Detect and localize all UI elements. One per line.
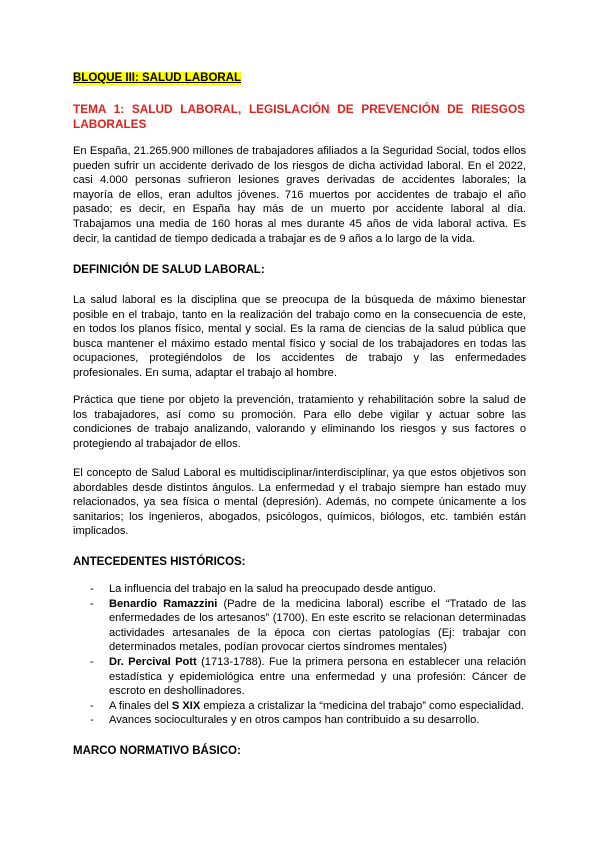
list-item <box>73 597 526 655</box>
list-dash: - <box>90 699 94 712</box>
definicion-paragraph-1: La salud laboral es la disciplina que se preocupa de la búsqueda de máximo bienestar posible en el trabajo, tanto en la realización del trabajo como en la consecuencia de este, en todos los planos físico, mental y social. Es la rama de ciencias de la salud pública que busca mantener el máximo estado mental físico y social de los trabajadores en todas las ocupaciones, protegiéndolos de los accidentes de trabajo y las enfermedades profesionales. En suma, adaptar el trabajo al hombre. <box>73 294 526 379</box>
definicion-paragraph-2: Práctica que tiene por objeto la prevención, tratamiento y rehabilitación sobre la salud de los trabajadores, así como su promoción. Para ello debe vigilar y actuar sobre las condiciones de trabajo analizando, valorando y eliminando los riesgos y sus factores o protegiendo al trabajador de ellos. <box>73 394 526 450</box>
list-item-text: (Padre de la medicina laboral) escribe el “Tratado de las enfermedades de los artesanos” (1700). En este escrito se relacionan determinadas actividades artesanales de la época con ciertas patologías (Ej: trabajar con determinados metales, podían provocar ciertos síndromes mentales) <box>109 597 526 654</box>
block-title: BLOQUE III: SALUD LABORAL <box>73 72 242 84</box>
list-item-text: empieza a cristalizar la “medicina del trabajo” como especialidad. <box>200 699 524 712</box>
antecedentes-heading: ANTECEDENTES HISTÓRICOS: <box>73 556 246 568</box>
definicion-heading: DEFINICIÓN DE SALUD LABORAL: <box>73 264 265 276</box>
list-item <box>73 582 526 597</box>
list-item-text: La influencia del trabajo en la salud ha preocupado desde antiguo. <box>109 583 436 595</box>
intro-paragraph: En España, 21.265.900 millones de trabajadores afiliados a la Seguridad Social, todos ellos pueden sufrir un accidente derivado de los riesgos de dicha actividad laboral. En el 2022, casi 4.000 personas sufrieron lesiones graves derivadas de accidentes laborales; la mayoría de ellos, eran adultos jóvenes. 716 muertos por accidentes de trabajo el año pasado; es decir, en España hay más de un muerto por accidente laboral al día. Trabajamos una media de 160 horas al mes durante 45 años de vida laboral activa. Es decir, la cantidad de tiempo dedicada a trabajar es de 9 años a lo largo de la vida. <box>73 145 526 245</box>
list-item-bold: Benardio Ramazzini <box>109 597 218 610</box>
antecedentes-list <box>73 582 526 728</box>
list-item-bold: Dr. Percival Pott <box>109 655 197 668</box>
list-dash: - <box>90 583 94 595</box>
list-dash: - <box>90 714 94 727</box>
tema-title: TEMA 1: SALUD LABORAL, LEGISLACIÓN DE PREVENCIÓN DE RIESGOS LABORALES <box>73 102 525 131</box>
list-item <box>73 713 526 728</box>
list-item-pre: A finales del <box>109 699 172 712</box>
list-item-text: Avances socioculturales y en otros campos han contribuido a su desarrollo. <box>109 714 480 727</box>
list-item-text: (1713-1788). Fue la primera persona en establecer una relación estadística y epidemiológica entre una enfermedad y una profesión: Cáncer de escroto en deshollinadores. <box>109 655 527 698</box>
list-item <box>73 699 526 714</box>
list-item <box>73 655 526 699</box>
marco-heading: MARCO NORMATIVO BÁSICO: <box>73 745 241 757</box>
list-item-bold: S XIX <box>171 699 201 712</box>
definicion-paragraph-3: El concepto de Salud Laboral es multidisciplinar/interdisciplinar, ya que estos objetivos son abordables desde distintos ángulos. La enfermedad y el trabajo siempre han estado muy relacionados, ya sea física o mental (depresión). Además, no compete únicamente a los sanitarios; los ingenieros, abogados, psicólogos, químicos, biólogos, etc. también están implicados. <box>73 467 526 538</box>
list-dash: - <box>90 655 94 668</box>
list-dash: - <box>90 597 94 610</box>
